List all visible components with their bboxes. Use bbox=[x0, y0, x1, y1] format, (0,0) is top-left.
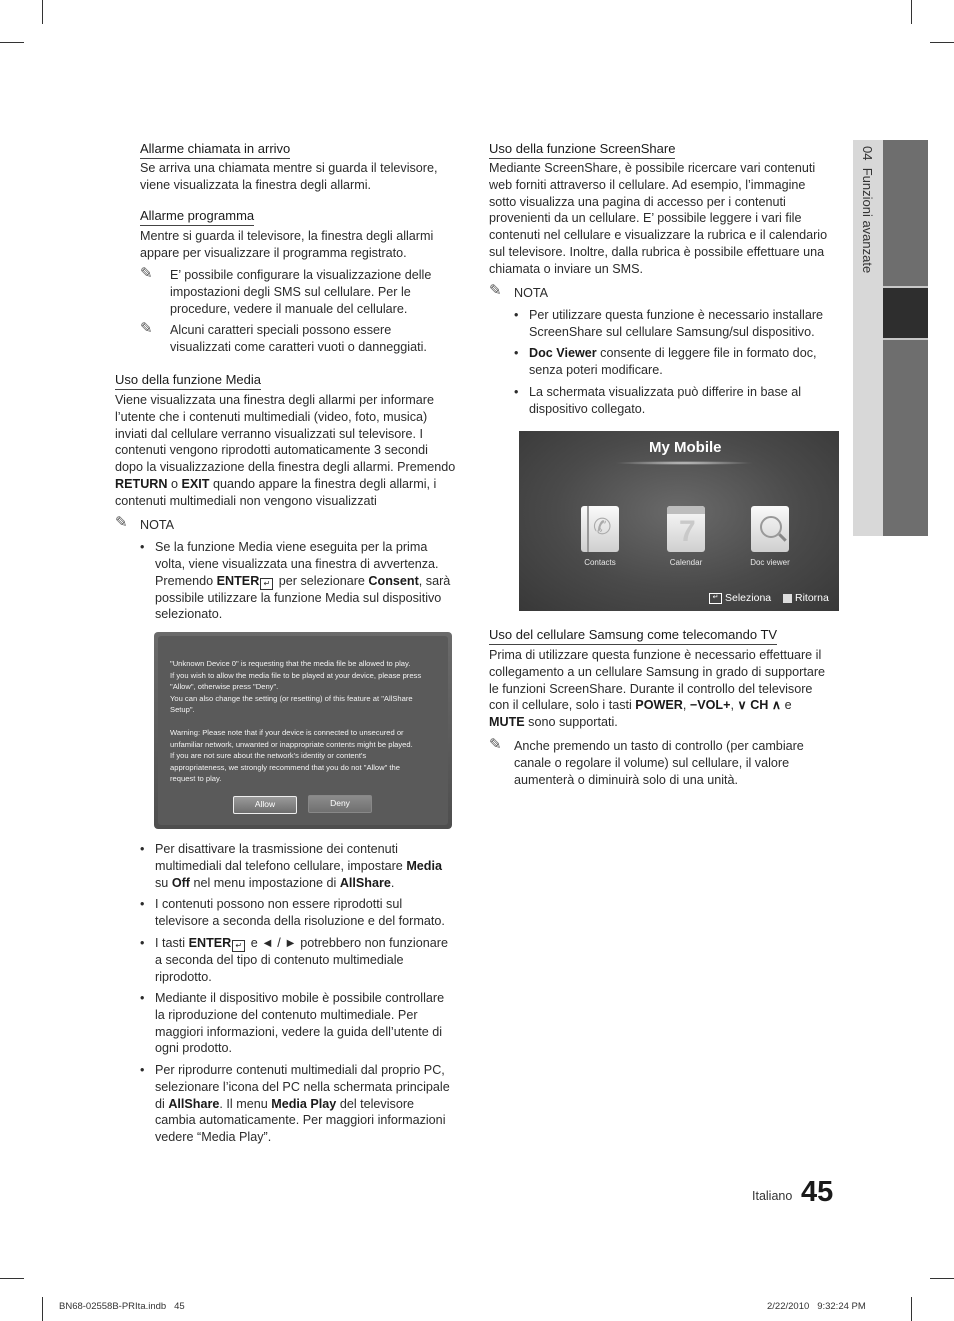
text-line: appare per visualizzare il programma registrato. bbox=[140, 245, 407, 260]
text-line bbox=[529, 345, 844, 362]
text-line bbox=[155, 875, 475, 892]
section-media bbox=[115, 371, 261, 390]
text-line: Per riprodurre contenuti multimediali dal proprio PC, bbox=[155, 1063, 445, 1077]
bullet-icon: • bbox=[140, 936, 145, 950]
text-line: la riproduzione del contenuto multimediale. Per bbox=[155, 1007, 418, 1022]
text-line: le funzioni ScreenShare. Durante il controllo del televisore bbox=[489, 681, 813, 696]
print-slug bbox=[59, 1301, 185, 1312]
text-line: E’ possibile configurare la visualizzazione delle bbox=[170, 268, 432, 282]
text-line bbox=[155, 858, 475, 875]
text-line: selezionare l’icona del PC nella schermata principale bbox=[155, 1079, 450, 1094]
title-glow bbox=[614, 461, 754, 465]
text-line: Mediante ScreenShare, è possibile ricercare vari contenuti bbox=[489, 161, 816, 175]
print-date bbox=[767, 1301, 866, 1312]
text-fragment: sono supportati. bbox=[524, 715, 618, 730]
text-fragment: Premendo bbox=[155, 573, 217, 588]
text-line: Alcuni caratteri speciali possono essere bbox=[170, 323, 392, 337]
text-line: ogni prodotto. bbox=[155, 1041, 233, 1056]
key-enter: ENTER bbox=[216, 573, 260, 588]
text-line: l’utente che i contenuti multimediali (video, foto, musica) bbox=[115, 409, 428, 424]
key-mute: MUTE bbox=[489, 715, 525, 730]
text-line: televisore a seconda della risoluzione e del formato. bbox=[155, 913, 445, 928]
text-line: Per utilizzare questa funzione è necessario installare bbox=[529, 308, 824, 322]
bullet-icon: • bbox=[514, 346, 519, 360]
enter-icon: ↵ bbox=[709, 593, 722, 604]
note bbox=[514, 738, 804, 788]
dialog-warning bbox=[170, 727, 445, 785]
text-line: dispositivo collegato. bbox=[529, 401, 646, 416]
text-line: selezionato. bbox=[155, 607, 223, 622]
doc-viewer-label: Doc viewer bbox=[750, 558, 790, 567]
text-line: web forniti attraverso il cellulare. Ad esempio, l’immagine bbox=[489, 177, 806, 192]
text-line: aumenterà o diminuirà solo di una unità. bbox=[514, 772, 739, 787]
menu-term: AllShare bbox=[168, 1096, 220, 1111]
list-item bbox=[140, 896, 475, 930]
crop-mark bbox=[0, 42, 24, 43]
text-fragment: multimediali dal telefono cellulare, impostare bbox=[155, 858, 407, 873]
dialog-line: appropriateness, we strongly recommend that you do not "Allow" the bbox=[170, 762, 400, 772]
text-fragment: del televisore bbox=[336, 1096, 415, 1111]
list-item bbox=[140, 841, 475, 891]
text-line: Viene visualizzata una finestra degli allarmi per informare bbox=[115, 393, 434, 407]
enter-icon: ↵ bbox=[260, 578, 273, 590]
text-fragment: , bbox=[682, 698, 690, 713]
key-exit: EXIT bbox=[181, 476, 210, 491]
key-ch: CH bbox=[750, 698, 769, 713]
text-line: I contenuti possono non essere riprodotti sul bbox=[155, 897, 403, 911]
menu-term: Media Play bbox=[271, 1096, 337, 1111]
note bbox=[170, 267, 431, 317]
back-hint: Ritorna bbox=[795, 592, 829, 604]
bullet-icon: • bbox=[514, 385, 519, 399]
dialog-message bbox=[170, 658, 445, 716]
text-fragment: , sarà bbox=[418, 573, 451, 588]
list-item bbox=[514, 345, 844, 379]
text-fragment: quando appare la finestra degli allarmi, i bbox=[209, 476, 437, 491]
text-fragment: di bbox=[155, 1096, 169, 1111]
text-line: riprodotto. bbox=[155, 969, 212, 984]
return-icon bbox=[783, 594, 792, 603]
text-line: Mediante il dispositivo mobile è possibile controllare bbox=[155, 991, 445, 1005]
page-number: 45 bbox=[801, 1176, 834, 1208]
text-line: maggiori informazioni, vedere la guida dell’utente di bbox=[155, 1024, 443, 1039]
text-fragment: nel menu impostazione di bbox=[190, 875, 340, 890]
chapter-title: Funzioni avanzate bbox=[860, 167, 875, 274]
section-remote-body bbox=[489, 647, 844, 731]
text-line: Anche premendo un tasto di controllo (per cambiare bbox=[514, 739, 804, 753]
date: 2/22/2010 bbox=[767, 1301, 810, 1312]
key-vol: VOL bbox=[697, 698, 724, 713]
menu-term: Media bbox=[406, 858, 443, 873]
text-line: visualizzati come caratteri vuoti o danneggiati. bbox=[170, 339, 427, 354]
chapter-label bbox=[860, 146, 875, 273]
my-mobile-screen bbox=[519, 431, 839, 611]
pencil-note-icon: ✎ bbox=[115, 514, 128, 531]
file-name: BN68-02558B-PRIta.indb bbox=[59, 1301, 167, 1312]
text-fragment: e ◄ / ► potrebbero non funzionare bbox=[247, 936, 448, 950]
chapter-number: 04 bbox=[860, 146, 875, 161]
doc-viewer-icon[interactable] bbox=[751, 506, 789, 552]
phone-icon: ✆ bbox=[593, 514, 612, 539]
time: 9:32:24 PM bbox=[817, 1301, 866, 1312]
text-line: Prima di utilizzare questa funzione è necessario effettuare il bbox=[489, 648, 822, 662]
key-power: POWER bbox=[635, 698, 683, 713]
enter-icon: ↵ bbox=[232, 940, 245, 952]
menu-term: AllShare bbox=[339, 875, 391, 890]
section-heading: Uso della funzione Media bbox=[115, 372, 261, 390]
chapter-tab bbox=[853, 140, 928, 536]
text-line: sul televisore. Inoltre, dalla rubrica è possibile effettuare una bbox=[489, 244, 825, 259]
dialog-line: unfamiliar network, unwanted or inappropriate contents might be played. bbox=[170, 739, 413, 749]
bullet-icon: • bbox=[140, 897, 145, 911]
magnifier-handle bbox=[778, 533, 786, 541]
text-line: contenuti multimediali non vengono visualizzati bbox=[115, 493, 377, 508]
text-line bbox=[115, 476, 475, 493]
text-fragment: per selezionare bbox=[275, 573, 369, 588]
key-enter: ENTER bbox=[188, 936, 232, 950]
text-line: a seconda del tipo di contenuto multimediale bbox=[155, 953, 404, 967]
section-program-alarm-body bbox=[140, 228, 470, 262]
text-line: contenuti nel cellulare e visualizzare la rubrica e il calendario bbox=[489, 228, 828, 243]
menu-term: Off bbox=[171, 875, 190, 890]
footer-language: Italiano bbox=[752, 1189, 793, 1203]
dialog-line: If you wish to allow the media file to be played at your device, please press bbox=[170, 670, 422, 680]
consent-label: Consent bbox=[368, 573, 419, 588]
text-line bbox=[155, 935, 475, 952]
section-program-alarm bbox=[140, 207, 254, 226]
text-line: canale o regolare il volume) sul cellulare, il valore bbox=[514, 755, 790, 770]
list-item bbox=[514, 384, 844, 418]
plus-icon: + bbox=[723, 698, 731, 713]
bullet-icon: • bbox=[514, 308, 519, 322]
text-line: Mentre si guarda il televisore, la finestra degli allarmi bbox=[140, 229, 434, 243]
text-line: Per disattivare la trasmissione dei contenuti bbox=[155, 842, 398, 856]
binder-spine bbox=[587, 506, 589, 552]
text-fragment: e bbox=[781, 698, 792, 713]
select-hint: Seleziona bbox=[725, 592, 772, 604]
pencil-note-icon: ✎ bbox=[489, 282, 502, 299]
text-line: ScreenShare sul cellulare Samsung/sul dispositivo. bbox=[529, 324, 815, 339]
calendar-label: Calendar bbox=[669, 558, 703, 567]
text-line: senza poteri modificare. bbox=[529, 362, 663, 377]
text-line: viene visualizzata la finestra degli allarmi. bbox=[140, 177, 371, 192]
section-heading: Uso della funzione ScreenShare bbox=[489, 141, 675, 159]
text-line: collegamento a un cellulare Samsung in grado di supportare bbox=[489, 664, 826, 679]
text-fragment: , bbox=[730, 698, 738, 713]
text-line: Se arriva una chiamata mentre si guarda il televisore, bbox=[140, 161, 438, 175]
text-line bbox=[155, 1096, 475, 1113]
section-media-body bbox=[115, 392, 475, 510]
section-heading: Uso del cellulare Samsung come telecomando TV bbox=[489, 627, 777, 645]
calendar-header bbox=[667, 506, 705, 514]
contacts-icon[interactable] bbox=[581, 506, 619, 552]
text-line: volta, viene visualizzata una finestra di avvertenza. bbox=[155, 556, 439, 571]
text-line: inviati dal cellulare verranno visualizzati sul televisore. I bbox=[115, 426, 423, 441]
text-line: La schermata visualizzata può differire in base al bbox=[529, 385, 802, 399]
bullet-icon: • bbox=[140, 1063, 145, 1077]
list-item bbox=[140, 990, 475, 1057]
crop-mark bbox=[42, 1297, 43, 1321]
text-fragment: I tasti bbox=[155, 936, 189, 950]
dialog-panel bbox=[158, 636, 448, 825]
deny-button[interactable]: Deny bbox=[308, 795, 372, 813]
text-fragment: o bbox=[167, 476, 182, 491]
text-fragment: . Il menu bbox=[219, 1096, 272, 1111]
text-fragment: su bbox=[155, 875, 172, 890]
dialog-line: "Unknown Device 0" is requesting that the media file be allowed to play. bbox=[170, 659, 411, 668]
list-item bbox=[140, 935, 475, 986]
text-line: dopo la visualizzazione della finestra degli allarmi. Premendo bbox=[115, 460, 456, 475]
section-heading: Allarme programma bbox=[140, 208, 254, 226]
note bbox=[170, 322, 427, 356]
text-line: vedere “Media Play”. bbox=[155, 1130, 272, 1145]
text-line bbox=[155, 573, 475, 590]
dialog-line: "Allow", otherwise press "Deny". bbox=[170, 682, 279, 691]
section-screenshare bbox=[489, 140, 675, 159]
text-line: sotto visualizza una pagina di accesso per i contenuti bbox=[489, 194, 786, 209]
text-line bbox=[489, 697, 844, 714]
bullet-icon: • bbox=[140, 540, 145, 554]
key-return: RETURN bbox=[115, 476, 168, 491]
nota-label: NOTA bbox=[514, 286, 549, 300]
calendar-day: 7 bbox=[679, 515, 696, 548]
text-line: procedure, vedere il manuale del cellulare. bbox=[170, 301, 408, 316]
text-line: contenuti vengono riprodotti automaticamente 3 secondi bbox=[115, 443, 428, 458]
text-line: provenienti da un cellulare. E’ possibile leggere i vari file bbox=[489, 211, 802, 226]
bullet-icon: • bbox=[140, 842, 145, 856]
calendar-icon[interactable] bbox=[667, 506, 705, 552]
contacts-label: Contacts bbox=[584, 558, 616, 567]
allow-button[interactable]: Allow bbox=[233, 796, 297, 814]
dialog-line: You can also change the setting (or resetting) of this feature at "AllShare bbox=[170, 693, 413, 703]
dialog-line: Warning: Please note that if your device is connected to unsecured or bbox=[170, 728, 404, 737]
chevron-up-icon: ∧ bbox=[771, 698, 782, 713]
crop-mark bbox=[930, 1278, 954, 1279]
text-fragment: con il cellulare, solo i tasti bbox=[489, 698, 636, 713]
crop-mark bbox=[911, 0, 912, 24]
text-line: cambia automaticamente. Per maggiori informazioni bbox=[155, 1113, 446, 1128]
text-line: Se la funzione Media viene eseguita per la prima bbox=[155, 540, 428, 554]
nota-label: NOTA bbox=[140, 518, 175, 532]
chevron-down-icon: ∨ bbox=[737, 698, 747, 713]
text-line: possibile utilizzare la funzione Media sul dispositivo bbox=[155, 590, 442, 605]
text-line bbox=[489, 714, 844, 731]
section-remote bbox=[489, 626, 777, 645]
text-fragment: consente di leggere file in formato doc, bbox=[596, 346, 817, 360]
doc-viewer-term: Doc Viewer bbox=[529, 346, 597, 360]
list-item bbox=[140, 1062, 475, 1146]
list-item bbox=[140, 539, 475, 623]
pencil-note-icon: ✎ bbox=[140, 320, 153, 337]
pencil-note-icon: ✎ bbox=[489, 736, 502, 753]
dialog-line: Setup". bbox=[170, 705, 195, 714]
bullet-icon: • bbox=[140, 991, 145, 1005]
pencil-note-icon: ✎ bbox=[140, 265, 153, 282]
dialog-line: request to play. bbox=[170, 774, 222, 783]
section-incoming-call-body bbox=[140, 160, 470, 194]
crop-mark bbox=[0, 1278, 24, 1279]
text-line: chiamata o inviare un SMS. bbox=[489, 261, 643, 276]
my-mobile-title: My Mobile bbox=[649, 439, 722, 456]
crop-mark bbox=[42, 0, 43, 24]
crop-mark bbox=[911, 1297, 912, 1321]
media-allow-dialog bbox=[154, 632, 452, 829]
text-line: impostazioni degli SMS sul cellulare. Per le bbox=[170, 284, 411, 299]
section-screenshare-body bbox=[489, 160, 839, 278]
minus-icon: − bbox=[689, 698, 698, 713]
text-fragment: . bbox=[390, 875, 395, 890]
crop-mark bbox=[930, 42, 954, 43]
list-item bbox=[514, 307, 844, 341]
file-page: 45 bbox=[174, 1301, 185, 1312]
dialog-line: If you are not sure about the network's identity or content's bbox=[170, 751, 367, 760]
section-incoming-call bbox=[140, 140, 290, 159]
section-heading: Allarme chiamata in arrivo bbox=[140, 141, 290, 159]
